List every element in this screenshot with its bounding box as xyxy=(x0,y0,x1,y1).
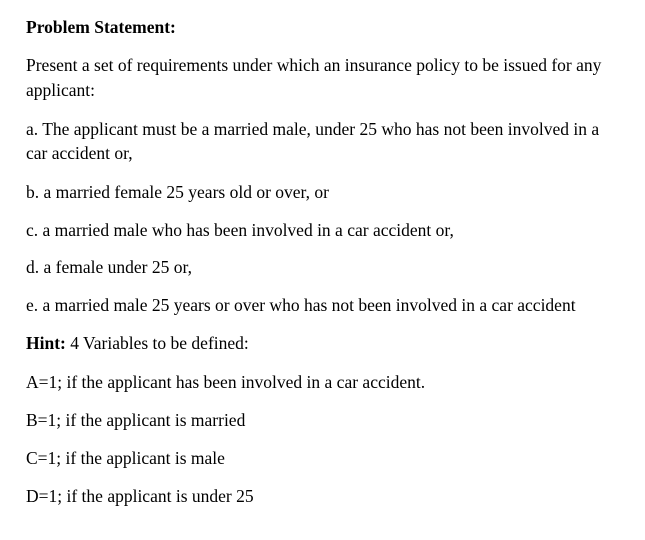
requirement-a-line-2: car accident or, xyxy=(26,143,133,163)
requirement-c: c. a married male who has been involved in a car accident or, xyxy=(26,220,454,240)
hint-label: Hint: xyxy=(26,333,66,353)
requirement-e: e. a married male 25 years or over who has not been involved in a car accident xyxy=(26,295,576,315)
intro-line-1: Present a set of requirements under which an insurance policy to be issued for any xyxy=(26,55,602,75)
variable-a: A=1; if the applicant has been involved in a car accident. xyxy=(26,372,426,392)
hint-text: 4 Variables to be defined: xyxy=(65,333,249,353)
requirement-d: d. a female under 25 or, xyxy=(26,257,192,277)
requirement-a-line-1: a. The applicant must be a married male, under 25 who has not been involved in a xyxy=(26,119,600,139)
variable-d: D=1; if the applicant is under 25 xyxy=(26,486,254,506)
intro-line-2: applicant: xyxy=(26,80,96,100)
hint-line xyxy=(26,332,249,354)
requirement-b: b. a married female 25 years old or over, or xyxy=(26,182,329,202)
problem-statement-heading: Problem Statement: xyxy=(26,17,176,37)
variable-b: B=1; if the applicant is married xyxy=(26,410,246,430)
variable-c: C=1; if the applicant is male xyxy=(26,448,225,468)
